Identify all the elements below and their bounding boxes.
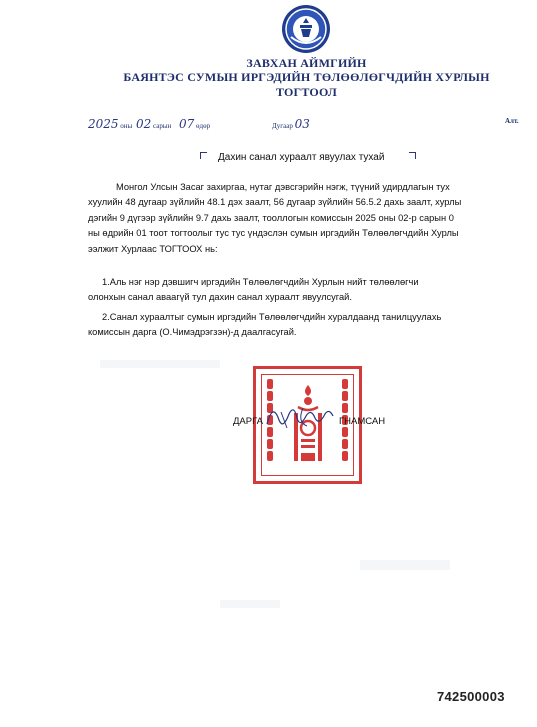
state-emblem-icon — [281, 4, 331, 54]
place-name: Алт. — [505, 117, 519, 125]
preamble-line: ээлжит Хурлаас ТОГТООХ нь: — [88, 243, 218, 254]
item-2-line: 2.Санал хураалтыг сумын иргэдийн Төлөөлөгчдийн хуралдаанд танилцуулахь — [102, 312, 442, 322]
decree-number — [272, 117, 310, 131]
bleed-through-mark — [100, 360, 220, 368]
header-doc-type: ТОГТООЛ — [275, 85, 338, 99]
paragraph-item-1 — [88, 275, 524, 306]
document-serial-number: 742500003 — [437, 689, 505, 704]
header-council: БАЯНТЭС СУМЫН ИРГЭДИЙН ТӨЛӨӨЛӨГЧДИЙН ХУРЛЫН — [123, 70, 490, 84]
item-1-line: олонхын санал аваагүй тул дахин санал хураалт явуулсугай. — [88, 292, 352, 303]
bleed-through-mark — [220, 600, 280, 608]
preamble-line: хуулийн 48 дугаар зүйлийн 48.1 дэх заалт, 56 дугаар зүйлийн 56.5.2 дахь заалт, хурлы — [88, 197, 462, 208]
bleed-through-mark — [360, 560, 450, 570]
document-title: Дахин санал хураалт явуулах тухай — [218, 152, 385, 163]
handwritten-signature-icon — [263, 400, 343, 432]
date-month-label: сарын — [153, 122, 172, 130]
header-region: ЗАВХАН АЙМГИЙН — [246, 56, 367, 70]
paragraph-preamble — [88, 180, 524, 257]
title-bracket-right — [409, 152, 416, 159]
preamble-line: Монгол Улсын Засаг захиргаа, нутаг дэвсгэрийн нэгж, түүний удирдлагын тух — [116, 182, 450, 192]
decree-number-value: 03 — [294, 117, 310, 131]
paragraph-item-2 — [88, 310, 524, 341]
date-year-label: оны — [120, 122, 133, 130]
date-day-value: 07 — [179, 117, 195, 131]
signatory-name: ГНАМСАН — [339, 416, 386, 427]
item-1-line: 1.Аль нэг нэр дэвшигч иргэдийн Төлөөлөгчдийн Хурлын нийт төлөөлөгчи — [102, 277, 419, 287]
preamble-line: ны өдрийн 01 тоот тогтоолыг тус тус үндэслэн сумын иргэдийн Төлөөлөгчдийн Хурлы — [88, 228, 459, 239]
signatory-title: ДАРГА — [233, 416, 263, 427]
preamble-line: дэгийн 9 дүгээр зүйлийн 9.7 дахь заалт, тооллогын комиссын 2025 оны 02-р сарын 0 — [88, 212, 454, 223]
decree-number-label: Дугаар — [272, 122, 293, 130]
date-month — [136, 117, 171, 131]
date-year — [88, 117, 132, 131]
title-bracket-left — [200, 152, 207, 159]
date-day-label: өдөр — [196, 122, 211, 130]
date-day — [179, 117, 210, 131]
date-month-value: 02 — [136, 117, 152, 131]
item-2-line: комиссын дарга (О.Чимэдрэгзэн)-д даалгасугай. — [88, 327, 297, 338]
date-year-value: 2025 — [88, 117, 119, 131]
